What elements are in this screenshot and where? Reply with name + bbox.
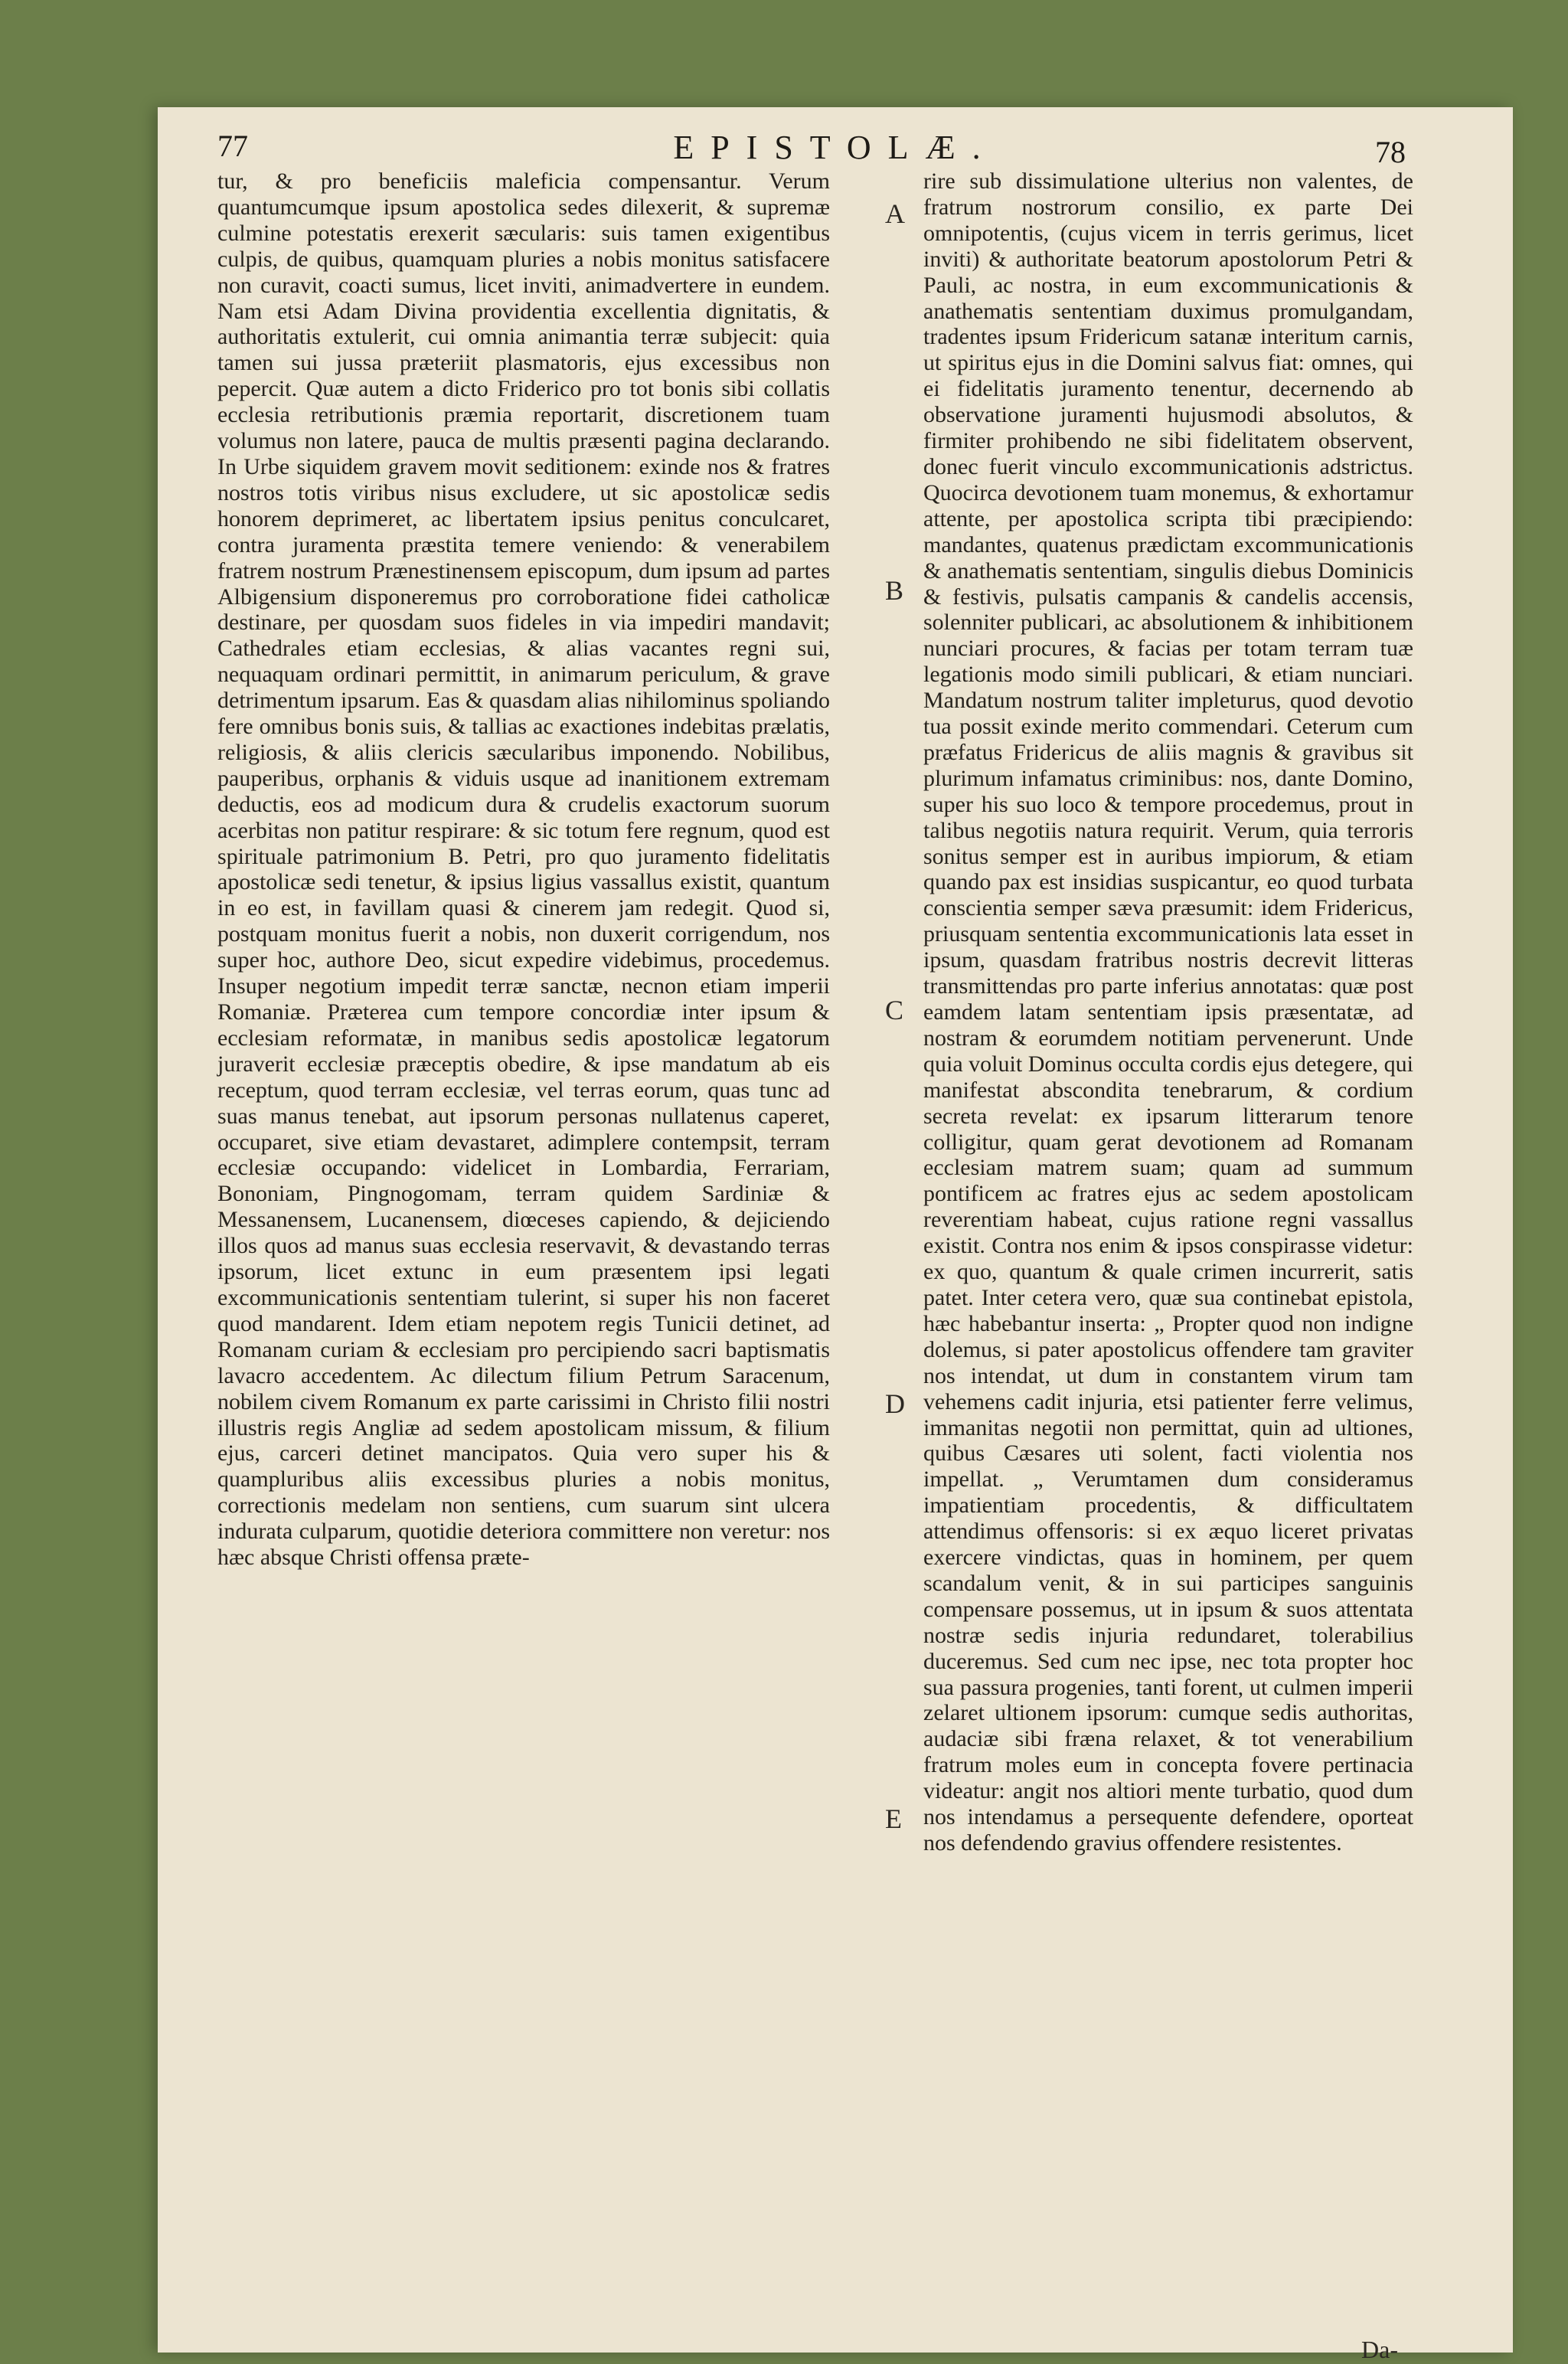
right-column-text (923, 168, 1413, 1856)
margin-marker-e: E (885, 1803, 902, 1834)
left-page-number: 77 (217, 129, 248, 163)
margin-marker-a: A (885, 198, 905, 229)
running-title: EPISTOLÆ. (673, 129, 998, 166)
page-header (158, 119, 1513, 172)
margin-marker-d: D (885, 1388, 905, 1419)
left-column-text (217, 168, 830, 1571)
catchword: Da- (1361, 2336, 1398, 2363)
left-column-paragraph: tur, & pro beneficiis maleficia compensantur. Verum quantumcumque ipsum apostolica sedes dilexerit, & supremæ culmine potestatis erexerit sæcularis: suis tamen exigentibus culpis, de quibus, quamquam pluries a nobis monitus satisfacere non curavit, coacti sumus, licet inviti, animadvertere in eundem. Nam etsi Adam Divina providentia excellentia dignitatis, & authoritatis extulerit, cui omnia animantia terræ subjecit: quia tamen sui jussa præteriit plasmatoris, ejus excessibus non pepercit. Quæ autem a dicto Friderico pro tot bonis sibi collatis ecclesia retributionis præmia reportarit, discretionem tuam volumus non latere, pauca de multis præsenti pagina declarando. In Urbe siquidem gravem movit seditionem: exinde nos & fratres nostros totis viribus nisus excludere, ut sic apostolicæ sedis honorem deprimeret, ac libertatem ipsius penitus conculcaret, contra juramenta præstita temere veniendo: & venerabilem fratrem nostrum Prænestinensem episcopum, dum ipsum ad partes Albigensium disponeremus pro corroboratione fidei catholicæ destinare, per quosdam suos fideles in via impediri mandavit; Cathedrales etiam ecclesias, & alias vacantes regni sui, nequaquam ordinari permittit, in animarum periculum, & grave detrimentum ipsarum. Eas & quasdam alias nihilominus spoliando fere omnibus bonis suis, & tallias ac exactiones indebitas prælatis, religiosis, & aliis clericis sæcularibus imponendo. Nobilibus, pauperibus, orphanis & viduis usque ad inanitionem extremam deductis, eos ad modicum dura & crudelis exactorum suorum acerbitas non patitur respirare: & sic totum fere regnum, quod est spirituale patrimonium B. Petri, pro quo juramento fidelitatis apostolicæ sedi tenetur, & ipsius ligius vassallus existit, quantum in eo est, in favillam quasi & cinerem jam redegit. Quod si, postquam monitus fuerit a nobis, non duxerit corrigendum, nos super hoc, authore Deo, sicut expedire videbimus, procedemus. Insuper negotium impedit terræ sanctæ, necnon etiam imperii Romaniæ. Præterea cum tempore concordiæ inter ipsum & ecclesiam reformatæ, in manibus sedis apostolicæ legatorum juraverit ecclesiæ præceptis obedire, & ipse mandatum ab eis receptum, quod terram ecclesiæ, vel terras eorum, quas tunc ad suas manus tenebat, aut ipsorum personas nullatenus caperet, occuparet, sive etiam devastaret, adimplere contempsit, terram ecclesiæ occupando: videlicet in Lombardia, Ferrariam, Bononiam, Pingnogomam, terram quidem Sardiniæ & Messanensem, Lucanensem, diœceses capiendo, & dejiciendo illos quos ad manus suas ecclesia reservavit, & devastando terras ipsorum, licet extunc in eum præsentem ipsi legati excommunicationis sententiam tulerint, si super his non faceret quod mandarent. Idem etiam nepotem regis Tunicii detinet, ad Romanam curiam & ecclesiam pro percipiendo sacri baptismatis lavacro accedentem. Ac dilectum filium Petrum Saracenum, nobilem civem Romanum ex parte carissimi in Christo filii nostri illustris regis Angliæ ad sedem apostolicam missum, & filium ejus, carceri detinet mancipatos. Quia vero super his & quampluribus aliis excessibus pluries a nobis monitus, correctionis medelam non sentiens, cum suarum sint ulcera indurata culparum, quotidie deteriora committere non veretur: nos hæc absque Christi offensa præte- (217, 168, 830, 1571)
margin-marker-b: B (885, 575, 904, 606)
book-page (158, 107, 1513, 2363)
right-column-paragraph: rire sub dissimulatione ulterius non valentes, de fratrum nostrorum consilio, ex parte Dei omnipotentis, (cujus vicem in terris gerimus, licet inviti) & authoritate beatorum apostolorum Petri & Pauli, ac nostra, in eum excommunicationis & anathematis sententiam duximus promulgandam, tradentes ipsum Fridericum satanæ interitum carnis, ut spiritus ejus in die Domini salvus fiat: omnes, qui ei fidelitatis juramento tenentur, decernendo ab observatione juramenti hujusmodi absolutos, & firmiter prohibendo ne sibi fidelitatem observent, donec fuerit vinculo excommunicationis adstrictus. Quocirca devotionem tuam monemus, & exhortamur attente, per apostolica scripta tibi præcipiendo: mandantes, quatenus prædictam excommunicationis & anathematis sententiam, singulis diebus Dominicis & festivis, pulsatis campanis & candelis accensis, solenniter publicari, ac absolutionem & inhibitionem nunciari procures, & facias per totam terram tuæ legationis modo simili publicari, & etiam nunciari. Mandatum nostrum taliter impleturus, quod devotio tua possit exinde merito commendari. Ceterum cum præfatus Fridericus de aliis magnis & gravibus sit plurimum infamatus criminibus: nos, dante Domino, super his suo loco & tempore procedemus, prout in talibus negotiis natura requirit. Verum, quia terroris sonitus semper est in auribus impiorum, & etiam quando pax est insidias suspicantur, eo quod turbata conscientia semper sæva præsumit: idem Fridericus, priusquam sententia excommunicationis lata esset in ipsum, quasdam fratribus nostris decrevit litteras transmittendas pro parte inferius annotatas: quæ post eamdem latam sententiam ipsis præsentatæ, ad nostram & eorumdem notitiam pervenerunt. Unde quia voluit Dominus occulta cordis ejus detegere, qui manifestat abscondita tenebrarum, & cordium secreta revelat: ex ipsarum litterarum tenore colligitur, quam gerat devotionem ad Romanam ecclesiam matrem suam; quam ad summum pontificem ac fratres ejus ac sedem apostolicam reverentiam habeat, cujus ratione regni vassallus existit. Contra nos enim & ipsos conspirasse videtur: ex quo, quantum & quale crimen incurrerit, satis patet. Inter cetera vero, quæ sua continebat epistola, hæc habebantur inserta: „ Propter quod non indigne dolemus, si pater apostolicus offendere tam graviter nos intendat, ut dum in constantem virum tam vehemens cadit injuria, etsi patienter ferre velimus, immanitas negotii non permittat, quin ad ultiones, quibus Cæsares uti solent, facti violentia nos impellat. „ Verumtamen dum consideramus impatientiam procedentis, & difficultatem attendimus offensoris: si ex æquo liceret privatas exercere vindictas, quas in hominem, per quem scandalum venit, & in sui participes sanguinis compensare possemus, ut in ipsum & suos attentata nostræ sedis injuria redundaret, tolerabilius duceremus. Sed cum nec ipse, nec tota propter hoc sua passura progenies, tanti forent, ut culmen imperii zelaret ultionem ipsorum: cumque sedis authoritas, audaciæ sibi fræna relaxet, & tot venerabilium fratrum moles eum in concepta fovere pertinacia videatur: angit nos altiori mente turbatio, quod dum nos intendamus a persequente defendere, oporteat nos defendendo gravius offendere resistentes. (923, 168, 1413, 1856)
right-page-number: 78 (1375, 135, 1406, 169)
margin-marker-c: C (885, 995, 904, 1025)
